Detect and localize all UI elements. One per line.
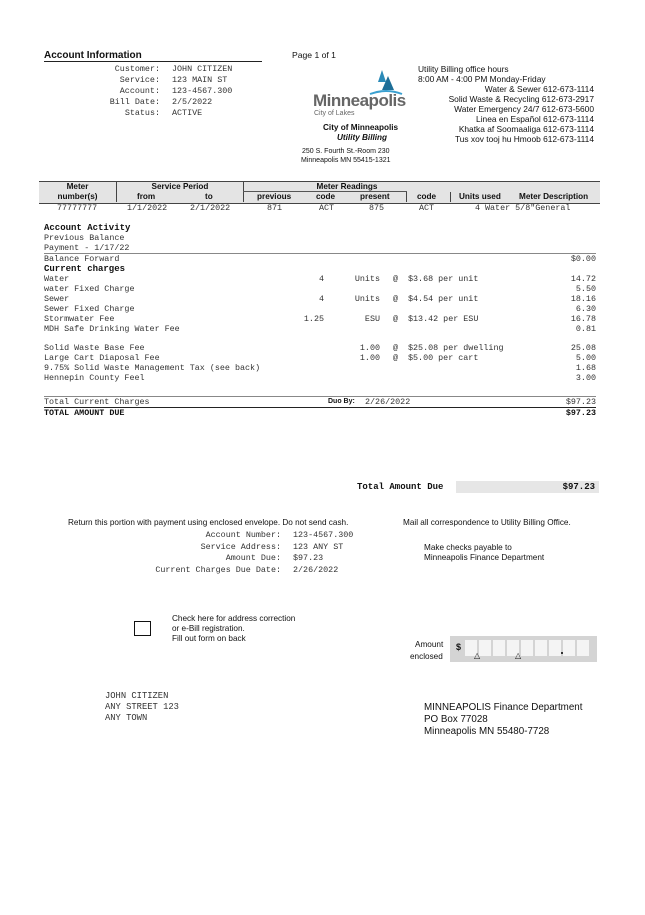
- account-field: Service: 123 MAIN ST: [119, 75, 228, 85]
- col-units-used: Units used: [459, 192, 501, 201]
- page-label: Page 1 of 1: [292, 50, 336, 60]
- charge-desc: Large Cart Diaposal Fee: [44, 353, 160, 363]
- col-number: number(s): [57, 192, 98, 201]
- address-correction-checkbox[interactable]: [134, 621, 151, 636]
- charge-row: [44, 294, 596, 304]
- charge-row: [44, 373, 596, 383]
- charge-desc: MDH Safe Drinking Water Fee: [44, 324, 180, 334]
- charge-rate: $13.42 per ESU: [408, 314, 479, 324]
- charge-desc: water Fixed Charge: [44, 284, 135, 294]
- stub-total-amount: $97.23: [562, 482, 595, 492]
- account-info-heading: Account Information: [44, 50, 142, 61]
- account-field: Account: 123-4567.300: [119, 86, 233, 96]
- due-by-date: 2/26/2022: [365, 397, 411, 407]
- charge-unit: Units: [354, 294, 380, 304]
- charge-at: @: [392, 343, 398, 353]
- charge-amount: 14.72: [570, 274, 596, 284]
- col-description: Meter Description: [519, 192, 589, 201]
- customer-address: [105, 691, 179, 724]
- checkbox-note-line: Check here for address correction: [172, 614, 296, 623]
- reading-present: 875: [369, 203, 385, 213]
- amount-label-2: enclosed: [410, 652, 443, 661]
- charge-qty: 1.00: [359, 343, 380, 353]
- account-field: Customer: JOHN CITIZEN: [114, 64, 233, 74]
- col-present: present: [360, 192, 390, 201]
- logo-address1: 250 S. Fourth St.-Room 230: [302, 148, 390, 155]
- col-group-period: Service Period: [151, 182, 209, 191]
- checkbox-note: [172, 614, 295, 644]
- separator-triangle-icon: △: [474, 651, 481, 660]
- col-previous: previous: [257, 192, 292, 201]
- activity-heading: Account Activity: [44, 223, 131, 233]
- charge-rate: $3.68 per unit: [408, 274, 479, 284]
- charge-amount: 25.08: [570, 343, 596, 353]
- contact-line: Tus xov tooj hu Hmoob 612-673-1114: [454, 134, 594, 144]
- charge-row: [44, 363, 596, 373]
- amount-label-1: Amount: [415, 640, 444, 649]
- period-from: 1/1/2022: [127, 203, 168, 213]
- charge-row: [44, 353, 596, 363]
- meter-number: 77777777: [57, 203, 98, 213]
- meter-description: Water 5/8"General: [485, 203, 571, 213]
- charge-amount: 16.78: [570, 314, 596, 324]
- current-charges-heading: Current charges: [44, 264, 126, 274]
- charge-desc: Hennepin County Feel: [44, 373, 145, 383]
- charge-qty: 4: [318, 274, 324, 284]
- charge-desc: Sewer: [44, 294, 70, 304]
- charge-at: @: [392, 314, 398, 324]
- charge-rate: $5.00 per cart: [408, 353, 479, 363]
- stub-field: Current Charges Due Date: 2/26/2022: [155, 564, 339, 575]
- charge-qty: 1.00: [359, 353, 380, 363]
- charge-qty: 4: [318, 294, 324, 304]
- charge-amount: 18.16: [570, 294, 596, 304]
- charge-desc: Sewer Fixed Charge: [44, 304, 135, 314]
- previous-balance: Previous Balance: [44, 233, 125, 243]
- charge-unit: Units: [354, 274, 380, 284]
- customer-address-line: ANY TOWN: [105, 713, 148, 723]
- remit-address: [424, 702, 582, 738]
- remit-address-line: PO Box 77028: [424, 714, 488, 725]
- due-by-label: Duo By:: [328, 398, 355, 405]
- charge-row: [44, 274, 596, 284]
- charge-at: @: [392, 353, 398, 363]
- charge-rate: $4.54 per unit: [408, 294, 479, 304]
- charge-rate: $25.08 per dwelling: [408, 343, 504, 353]
- account-fields: [44, 64, 284, 119]
- reading-previous: 871: [267, 203, 283, 213]
- remit-address-line: MINNEAPOLIS Finance Department: [424, 702, 583, 713]
- units-used: 4: [475, 203, 481, 213]
- logo-address2: Minneapolis MN 55415-1321: [301, 157, 391, 164]
- col-group-readings: Meter Readings: [316, 182, 378, 191]
- charge-amount: 6.30: [575, 304, 596, 314]
- charge-desc: 9.75% Solid Waste Management Tax (see back): [44, 363, 261, 373]
- return-note: Return this portion with payment using enclosed envelope. Do not send cash.: [68, 518, 349, 527]
- account-field: Bill Date: 2/5/2022: [109, 97, 213, 107]
- charge-row: [44, 284, 596, 294]
- charge-amount: 5.50: [575, 284, 596, 294]
- charge-amount: 3.00: [575, 373, 596, 383]
- period-to: 2/1/2022: [190, 203, 231, 213]
- charge-desc: Stormwater Fee: [44, 314, 115, 324]
- logo-tagline: City of Lakes: [314, 110, 355, 117]
- customer-address-line: ANY STREET 123: [105, 702, 179, 712]
- stub-field: Amount Due: $97.23: [225, 553, 324, 563]
- contact-line: Water Emergency 24/7 612-673-5600: [454, 104, 594, 114]
- total-current-row: Total Current Charges $97.23: [44, 397, 596, 407]
- charge-unit: ESU: [364, 314, 380, 324]
- col-group-meter: Meter: [66, 182, 89, 191]
- stub-field: Account Number: 123-4567.300: [205, 530, 354, 540]
- charge-at: @: [392, 274, 398, 284]
- charge-row: [44, 314, 596, 324]
- contact-line: Water & Sewer 612-673-1114: [484, 84, 594, 94]
- stub-total-label: Total Amount Due: [357, 482, 444, 492]
- office-title: Utility Billing office hours: [418, 64, 509, 74]
- charge-qty: 1.25: [303, 314, 324, 324]
- charge-at: @: [392, 294, 398, 304]
- logo-dept2: Utility Billing: [337, 133, 388, 142]
- contact-line: Solid Waste & Recycling 612-673-2917: [448, 94, 594, 104]
- remit-address-line: Minneapolis MN 55480-7728: [424, 726, 550, 737]
- balance-forward-row: Balance Forward $0.00: [44, 254, 596, 264]
- total-due-label: TOTAL AMOUNT DUE: [44, 408, 125, 418]
- checkbox-note-line: or e-Bill registration.: [172, 624, 245, 633]
- office-hours: 8:00 AM - 4:00 PM Monday-Friday: [418, 74, 546, 84]
- reading-code1: ACT: [319, 203, 335, 213]
- contact-line: Khatka af Soomaaliga 612-673-1114: [458, 124, 594, 134]
- charge-desc: Water: [44, 274, 70, 284]
- logo-wordmark: Minneapolis: [313, 91, 406, 110]
- stub-field: Service Address: 123 ANY ST: [200, 541, 344, 552]
- checks-payable-1: Make checks payable to: [424, 543, 512, 552]
- col-code2: code: [417, 192, 437, 201]
- col-code1: code: [316, 192, 336, 201]
- col-to: to: [205, 192, 213, 201]
- logo-dept1: City of Minneapolis: [323, 123, 399, 132]
- total-due-amount: $97.23: [565, 408, 596, 418]
- office-contacts: [364, 84, 594, 144]
- col-from: from: [137, 192, 156, 201]
- decimal-dot: [561, 652, 563, 654]
- payment-line: Payment - 1/17/22: [44, 243, 130, 253]
- checks-payable-2: Minneapolis Finance Department: [424, 553, 545, 562]
- contact-line: Linea en Español 612-673-1114: [476, 114, 594, 124]
- customer-address-line: JOHN CITIZEN: [105, 691, 169, 701]
- mail-note: Mail all correspondence to Utility Billing Office.: [403, 518, 571, 527]
- charge-amount: 1.68: [575, 363, 596, 373]
- dollar-sign: $: [456, 642, 462, 652]
- charge-desc: Solid Waste Base Fee: [44, 343, 145, 353]
- charge-row: [44, 343, 596, 353]
- charge-row: [44, 324, 596, 334]
- charge-amount: 0.81: [575, 324, 596, 334]
- amount-enclosed-field[interactable]: [450, 636, 597, 662]
- charge-row: [44, 304, 596, 314]
- charge-amount: 5.00: [575, 353, 596, 363]
- account-field: Status: ACTIVE: [124, 108, 203, 118]
- stub-fields: [44, 530, 374, 576]
- reading-code2: ACT: [419, 203, 435, 213]
- checkbox-note-line: Fill out form on back: [172, 634, 246, 643]
- separator-triangle-icon: △: [515, 651, 522, 660]
